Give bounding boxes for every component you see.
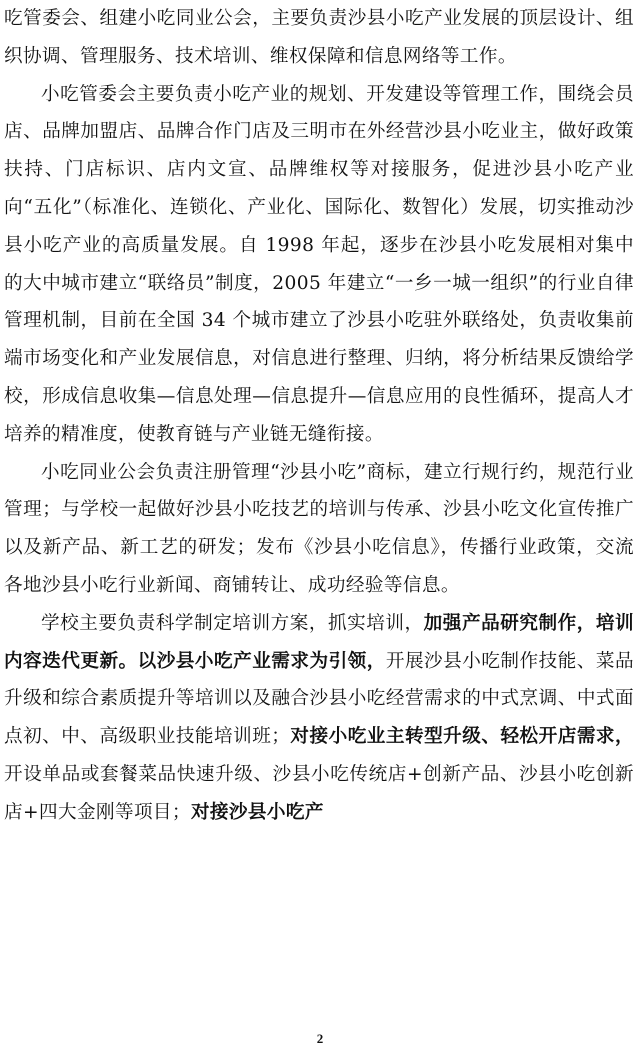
- paragraph-1: 吃管委会、组建小吃同业公会，主要负责沙县小吃产业发展的顶层设计、组织协调、管理服务、技术培训、维权保障和信息网络等工作。: [4, 8, 634, 67]
- page-number: 2: [316, 1031, 324, 1046]
- paragraph-4: [4, 605, 634, 832]
- paragraph-4-bold-segment-2: 对接小吃业主转型升级、轻松开店需求，: [290, 726, 634, 748]
- paragraph-4-segment-2: 开展沙县小吃制作技能、菜品升级和综合素质提升等培训以及融合沙县小吃经营需求的中式烹调、中式面点初、中、高级职业技能培训班；: [4, 650, 634, 748]
- paragraph-4-bold-segment-1: 加强产品研究制作，培训内容迭代更新。以沙县小吃产业需求为引领，: [4, 612, 634, 672]
- paragraph-3: 小吃同业公会负责注册管理“沙县小吃”商标，建立行规行约，规范行业管理；与学校一起做好沙县小吃技艺的培训与传承、沙县小吃文化宣传推广以及新产品、新工艺的研发；发布《沙县小吃信息》，传播行业政策，交流各地沙县小吃行业新闻、商铺转让、成功经验等信息。: [4, 461, 634, 596]
- paragraph-4-segment-1: 学校主要负责科学制定培训方案，抓实培训，: [41, 612, 424, 634]
- paragraph-4-segment-3: 开设单品或套餐菜品快速升级、沙县小吃传统店+创新产品、沙县小吃创新店+四大金刚等项目；: [4, 763, 634, 823]
- paragraph-2: 小吃管委会主要负责小吃产业的规划、开发建设等管理工作，围绕会员店、品牌加盟店、品牌合作门店及三明市在外经营沙县小吃业主，做好政策扶持、门店标识、店内文宣、品牌维权等对接服务，促进沙县小吃产业向“五化”（标准化、连锁化、产业化、国际化、数智化）发展，切实推动沙县小吃产业的高质量发展。自 1998 年起，逐步在沙县小吃发展相对集中的大中城市建立“联络员”制度，2005 年建立“一乡一城一组织”的行业自律管理机制，目前在全国 34 个城市建立了沙县小吃驻外联络处，负责收集前端市场变化和产业发展信息，对信息进行整理、归纳，将分析结果反馈给学校，形成信息收集—信息处理—信息提升—信息应用的良性循环，提高人才培养的精准度，使教育链与产业链无缝衔接。: [4, 83, 634, 445]
- paragraph-4-bold-segment-3: 对接沙县小吃产: [190, 801, 324, 823]
- document-body: [4, 0, 634, 832]
